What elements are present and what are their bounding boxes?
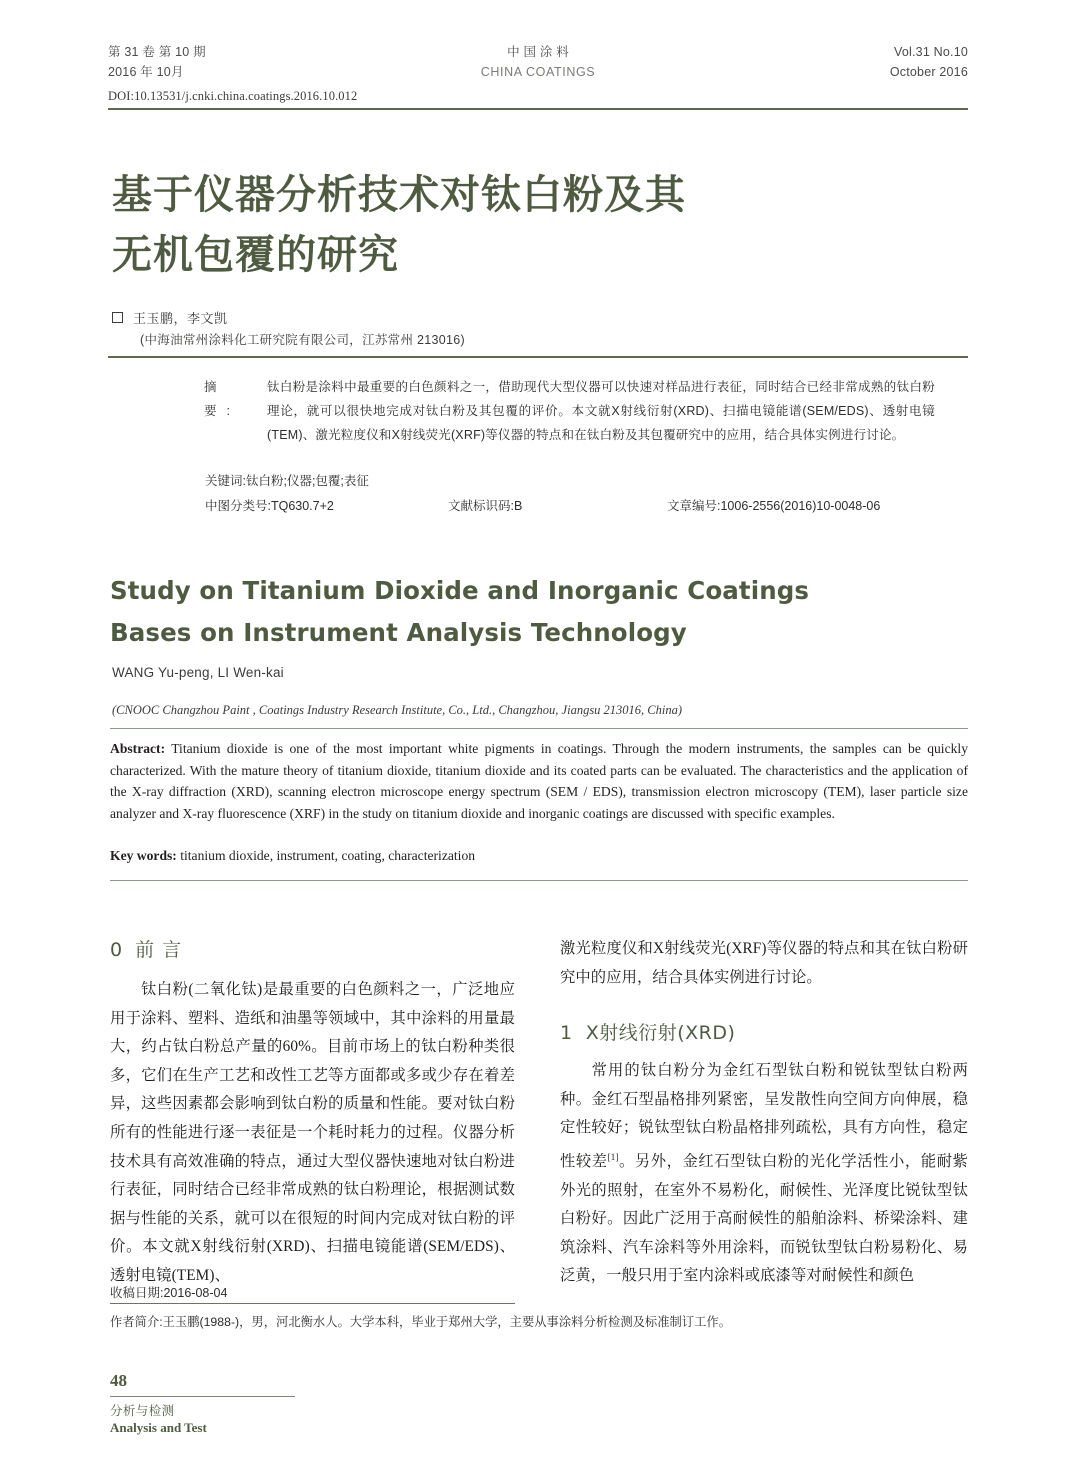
- section-0-paragraph-1: [110, 976, 515, 1291]
- doi-text: DOI:10.13531/j.cnki.china.coatings.2016.10.012: [108, 89, 358, 103]
- footnote-divider: [110, 1303, 515, 1304]
- abstract-cn: [205, 375, 935, 447]
- section-1-paragraph-1-part-a: 常用的钛白粉分为金红石型钛白粉和锐钛型钛白粉两种。金红石型晶格排列紧密，呈发散性向空间方向伸展，稳定性较好；锐钛型钛白粉晶格排列疏松，具有方向性，稳定性较差: [560, 1062, 968, 1171]
- volume-issue: 第 31 卷 第 10 期: [108, 45, 206, 59]
- running-head-right: [890, 42, 968, 82]
- journal-name-en: CHINA COATINGS: [480, 65, 596, 79]
- section-heading-1: [560, 1018, 968, 1045]
- abstract-cn-label: 摘 要:: [204, 380, 240, 418]
- author-bio: 作者简介:王玉鹏(1988-)，男，河北衡水人。大学本科，毕业于郑州大学，主要从事涂料分析检测及标准制订工作。: [110, 1315, 732, 1329]
- volume-issue-en: Vol.31 No.10: [894, 45, 968, 59]
- abstract-en-label: Abstract:: [110, 741, 166, 756]
- section-heading-0: [110, 935, 515, 962]
- section-1-paragraph-1-part-b: 。另外，金红石型钛白粉的光化学活性小，能耐紫外光的照射，在室外不易粉化，耐候性、光泽度比锐钛型钛白粉好。因此广泛用于高耐候性的船舶涂料、桥梁涂料、建筑涂料、汽车涂料等外用涂料，而锐钛型钛白粉易粉化、易泛黄，一般只用于室内涂料或底漆等对耐候性和颜色: [560, 1153, 968, 1285]
- section-1-title: X射线衍射(XRD): [585, 1022, 736, 1045]
- page-number: 48: [110, 1371, 127, 1390]
- keywords-en: [110, 845, 968, 867]
- footer-divider: [110, 1396, 295, 1397]
- keywords-cn: 关键词:钛白粉;仪器;包覆;表征: [205, 474, 369, 488]
- affiliation-cn: (中海油常州涂料化工研究院有限公司，江苏常州 213016): [140, 333, 466, 347]
- clc-number: 中图分类号:TQ630.7+2: [205, 499, 334, 513]
- section-0-paragraph-1-continued: 激光粒度仪和X射线荧光(XRF)等仪器的特点和其在钛白粉研究中的应用，结合具体实例进行讨论。: [560, 940, 968, 986]
- affiliation-en: (CNOOC Changzhou Paint , Coatings Industry Research Institute, Co., Ltd., Changzhou, Jiangsu 213016, China): [112, 703, 683, 717]
- running-head: [108, 42, 968, 88]
- page-title-cn: [112, 165, 942, 285]
- authors-en: WANG Yu-peng, LI Wen-kai: [112, 665, 284, 680]
- page-title-en-line2: Bases on Instrument Analysis Technology: [110, 618, 687, 647]
- section-0-paragraph-1-text: 钛白粉(二氧化钛)是最重要的白色颜料之一，广泛地应用于涂料、塑料、造纸和油墨等领域中，其中涂料的用量最大，约占钛白粉总产量的60%。目前市场上的钛白粉种类很多，它们在生产工艺和改性工艺等方面都或多或少存在着差异，这些因素都会影响到钛白粉的质量和性能。要对钛白粉所有的性能进行逐一表征是一个耗时耗力的过程。仪器分析技术具有高效准确的特点，通过大型仪器快速地对钛白粉进行表征，同时结合已经非常成熟的钛白粉理论，根据测试数据与性能的关系，就可以在很短的时间内完成对钛白粉的评价。本文就X射线衍射(XRD)、扫描电镜能谱(SEM/EDS)、透射电镜(TEM)、: [110, 981, 515, 1284]
- authors-cn: [112, 308, 228, 327]
- abstract-en: [110, 738, 968, 824]
- keywords-en-text: titanium dioxide, instrument, coating, characterization: [176, 848, 476, 863]
- author-divider: [108, 356, 968, 358]
- section-0-title: 前 言: [135, 939, 183, 961]
- page-title-en: [110, 570, 950, 654]
- authors-cn-names: 王玉鹏，李文凯: [133, 311, 228, 326]
- document-code: 文献标识码:B: [448, 499, 523, 513]
- footer-section-cn: 分析与检测: [110, 1404, 175, 1418]
- abstract-cn-text: 钛白粉是涂料中最重要的白色颜料之一，借助现代大型仪器可以快速对样品进行表征，同时结合已经非常成熟的钛白粉理论，就可以很快地完成对钛白粉及其包覆的评价。本文就X射线衍射(XRD)、扫描电镜能谱(SEM/EDS)、透射电镜(TEM)、激光粒度仪和X射线荧光(XRF)等仪器的特点和在钛白粉及其包覆研究中的应用，结合具体实例进行讨论。: [267, 380, 935, 442]
- section-1-number: 1: [560, 1022, 573, 1045]
- square-bullet-icon: [112, 312, 123, 323]
- page-title-cn-line1: 基于仪器分析技术对钛白粉及其: [112, 172, 686, 218]
- page-title-en-line1: Study on Titanium Dioxide and Inorganic Coatings: [110, 576, 810, 605]
- received-date: 收稿日期:2016-08-04: [110, 1286, 228, 1300]
- header-divider: [108, 108, 968, 110]
- reference-marker-1: [1]: [607, 1151, 619, 1162]
- issue-date-en: October 2016: [889, 65, 968, 79]
- footer-section-en: Analysis and Test: [110, 1420, 207, 1435]
- english-divider-top: [110, 728, 968, 729]
- issue-date-cn: 2016 年 10月: [108, 65, 184, 79]
- body-column-left: [110, 935, 515, 1291]
- keywords-en-label: Key words:: [110, 848, 177, 863]
- section-0-number: 0: [110, 939, 124, 961]
- running-head-center: [481, 42, 595, 82]
- english-divider-bottom: [110, 880, 968, 881]
- running-head-left: [108, 42, 206, 82]
- section-1-paragraph-1: [560, 1057, 968, 1291]
- article-id: 文章编号:1006-2556(2016)10-0048-06: [667, 499, 881, 513]
- page-title-cn-line2: 无机包覆的研究: [112, 232, 399, 278]
- abstract-en-text: Titanium dioxide is one of the most important white pigments in coatings. Through the modern instruments, the samples can be quickly characterized. With the mature theory of titanium dioxide, titanium dioxide and its coated parts can be evaluated. The characteristics and the application of the X-ray diffraction (XRD), scanning electron microscope energy spectrum (SEM / EDS), transmission electron microscopy (TEM), laser particle size analyzer and X-ray fluorescence (XRF) in the study on titanium dioxide and inorganic coatings are discussed with specific examples.: [110, 741, 968, 821]
- journal-name-cn: 中 国 涂 料: [507, 45, 569, 59]
- body-column-right: [560, 935, 968, 1291]
